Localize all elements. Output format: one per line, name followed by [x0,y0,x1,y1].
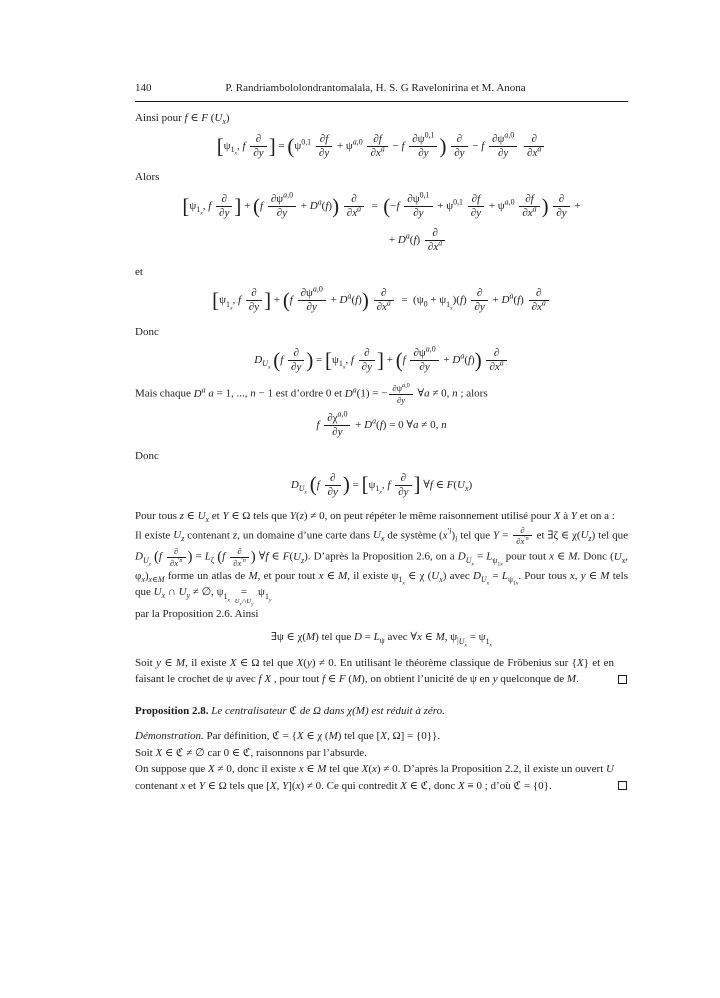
proposition-label: Proposition 2.8. [135,704,209,717]
paragraph-pour-tous: Pour tous z ∈ $U_x$ et Y ∈ Ω tels que Y(z) ≠ 0, on peut répéter le même raisonnement utilisé pour X à Y et on a : Il existe $U_z$ contenant z, un domaine d’une carte dans $U_x$ de système $(x^{'i})_i$ tel que Y = ∂ $\partial x^{'n}$ et ∃ζ ∈ $\chi(U_z)$ tel que $D_{U_z}$ (f ∂ $\partial x^{'n}$ ) = $L_\zeta$ (f ∂ $\partial x^{'n}$ ) ∀f ∈ $F(U_z)$. D’après la Proposition 2.6, on a $D_{U_x} = L_{\psi_{1x}}$ pour tout x ∈ M. Donc ($U_x$, $\varphi_x)_{x\in M}$ forme un atlas de M, et pour tout x ∈ M, il existe $\psi_{1_x}$ ∈ χ $(U_x)$ avec $D_{U_x} = L_{\psi_{1x}}$. Pour tous x, y ∈ M tels que $U_x$ ∩ $U_y$ ≠ ∅, $\psi_{1_x}$ = $U_x\cap U_y$ $\psi_{1_y}$ par la Proposition 2.6. Ainsi [135,510,628,620]
equation-2-line-1: [$\psi_{1_x}$, f ∂ ∂y ] + (f $\frac{\partial\psi^{a,0}}{\partial y}$ + $D^a(f)$) ∂ $\partial x^a$ = (−f $\frac{\partial\psi^{0,1}}{\partial y}$ + $\psi^{0,1}$ $\frac{\partial f}{\partial y}$ + $\psi^{a,0}$ $\frac{\partial f}{\partial x^a}$ ) ∂ ∂y + [182,190,581,220]
paragraph-soit-text: Soit y ∈ M, il existe X ∈ Ω tel que X(y) ≠ 0. En utilisant le théorème classique de Fröbenius sur {X} et en faisant le crochet de ψ avec f X , pour tout f ∈ F (M), on obtient l’unicité de ψ en y quelconque de M. [135,656,614,686]
demonstration-label: Démonstration. [135,730,204,743]
page-number: 140 [135,82,152,94]
demonstration-text: Par définition, ℭ = {X ∈ χ (M) tel que [X, Ω] = {0}}. Soit X ∈ ℭ ≠ ∅ car 0 ∈ ℭ, raisonnons par l’absurde. On suppose que X ≠ 0, donc il existe x ∈ M tel que X(x) ≠ 0. D’après la Proposition 2.2, il existe un ouvert U contenant x et Y ∈ Ω tels que [X, Y](x) ≠ 0. Ce qui contredit X ∈ ℭ, donc X ≡ 0 ; d’où ℭ = {0}. [135,729,614,792]
qed-box [618,675,627,684]
equation-7: ∃ψ ∈ χ(M) tel que $D = L_\psi$ avec ∀x ∈ M, $\psi_{|U_x} = \psi_{1_x}$ [270,631,493,649]
label-donc-1: Donc [135,325,159,338]
qed-box [618,781,627,790]
equation-1: [$\psi_{1_x}$, f ∂ ∂y ] = ($\psi^{0,1}$ $\frac{\partial f}{\partial y}$ + $\psi^{a,0}$ $\frac{\partial f}{\partial x^a}$ − f $\frac{\partial\psi^{0,1}}{\partial y}$ ) ∂ ∂y − f $\frac{\partial\psi^{a,0}}{\partial y}$ ∂ $\partial x^a$ [135,133,628,160]
equation-4: $D_{U_x}$ (f ∂ ∂y ) = [$\psi_{1_x}$, f ∂ ∂y ] + (f $\frac{\partial\psi^{a,0}}{\partial y}$ + $D^a(f)$) ∂ $\partial x^a$ [135,347,628,374]
equation-2-line-2: + $D^a(f)$ ∂ $\partial x^a$ [135,227,628,254]
paragraph-demonstration [135,728,628,794]
proposition-statement: Le centralisateur ℭ de Ω dans χ(M) est réduit à zéro. [211,703,445,717]
label-donc-2: Donc [135,450,159,463]
paragraph-mais: Mais chaque $D^a$ a = 1, ..., n − 1 est d’ordre 0 et $D^a(1)$ = − $\frac{\partial\psi^{a,0}}{\partial y}$ ∀a ≠ 0, n ; alors [135,383,488,405]
equation-5: f $\frac{\partial\chi^{a,0}}{\partial y}$ + $D^a(f) = 0$ ∀a ≠ 0, n [316,409,447,439]
paragraph-soit [135,655,628,688]
proposition-2-8 [135,703,628,720]
running-header [135,80,628,102]
page-body [135,110,628,795]
label-alors: Alors [135,171,160,184]
paragraph-ainsi: Ainsi pour f ∈ F $(U_x)$ [135,111,230,126]
equation-3: [$\psi_{1_x}$, f ∂ ∂y ] + (f $\frac{\partial\psi^{a,0}}{\partial y}$ + $D^a(f)$) ∂ $\partial x^a$ = $(\psi_0 + \psi_{1_x})(f)$ ∂ ∂y + $D^a(f)$ ∂ $\partial x^a$ [135,287,628,314]
running-head-authors: P. Randriambololondrantomalala, H. S. G Ravelonirina et M. Anona [225,82,526,94]
equation-6: $D_{U_x}$ (f ∂ ∂y ) = [$\psi_{1_x}$, f ∂ ∂y ] ∀f ∈ $F(U_x)$ [290,471,473,498]
label-et: et [135,265,143,278]
